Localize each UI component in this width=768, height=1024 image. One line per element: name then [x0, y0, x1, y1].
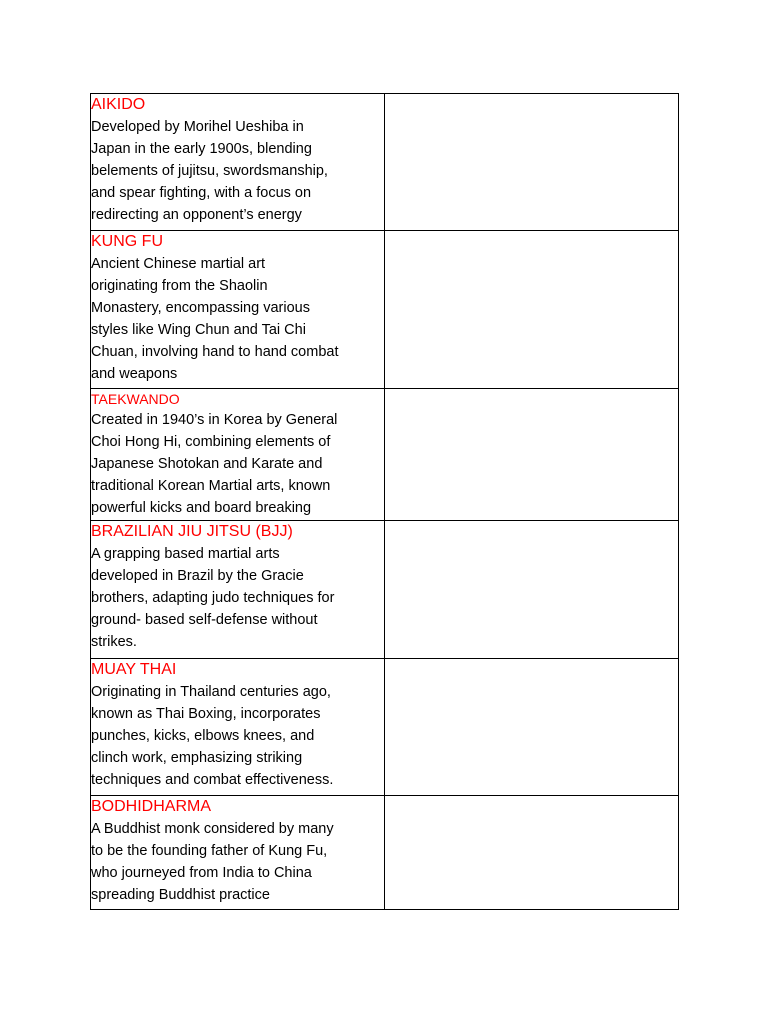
art-title: AIKIDO — [91, 96, 146, 113]
table-row — [91, 796, 679, 910]
blank-cell — [385, 389, 679, 521]
art-description: Originating in Thailand centuries ago, known as Thai Boxing, incorporates punches, kicks, elbows knees, and clinch work, emphasizing striking techniques and combat effectiveness. — [91, 684, 334, 788]
art-title: MUAY THAI — [91, 661, 177, 678]
blank-cell — [385, 659, 679, 796]
description-cell — [91, 796, 385, 910]
description-cell — [91, 94, 385, 231]
art-title: TAEKWANDO — [91, 391, 180, 407]
blank-cell — [385, 796, 679, 910]
art-description: A Buddhist monk considered by many to be the founding father of Kung Fu, who journeyed from India to China spreading Buddhist practice — [91, 821, 334, 903]
art-description: A grapping based martial arts developed in Brazil by the Gracie brothers, adapting judo techniques for ground- based self-defense without strikes. — [91, 546, 335, 650]
table-row — [91, 389, 679, 521]
blank-cell — [385, 521, 679, 659]
martial-arts-table — [90, 93, 679, 910]
art-description: Ancient Chinese martial art originating from the Shaolin Monastery, encompassing various styles like Wing Chun and Tai Chi Chuan, involving hand to hand combat and weapons — [91, 256, 339, 382]
table-row — [91, 94, 679, 231]
description-cell — [91, 231, 385, 389]
art-title: KUNG FU — [91, 233, 163, 250]
description-cell — [91, 389, 385, 521]
blank-cell — [385, 94, 679, 231]
art-title: BRAZILIAN JIU JITSU (BJJ) — [91, 523, 293, 540]
table-row — [91, 231, 679, 389]
art-title: BODHIDHARMA — [91, 798, 212, 815]
blank-cell — [385, 231, 679, 389]
art-description: Created in 1940’s in Korea by General Choi Hong Hi, combining elements of Japanese Shotokan and Karate and traditional Korean Martial arts, known powerful kicks and board breaking — [91, 412, 338, 516]
description-cell — [91, 521, 385, 659]
table-row — [91, 521, 679, 659]
description-cell — [91, 659, 385, 796]
art-description: Developed by Morihel Ueshiba in Japan in the early 1900s, blending belements of jujitsu, swordsmanship, and spear fighting, with a focus on redirecting an opponent’s energy — [91, 119, 328, 223]
table-row — [91, 659, 679, 796]
